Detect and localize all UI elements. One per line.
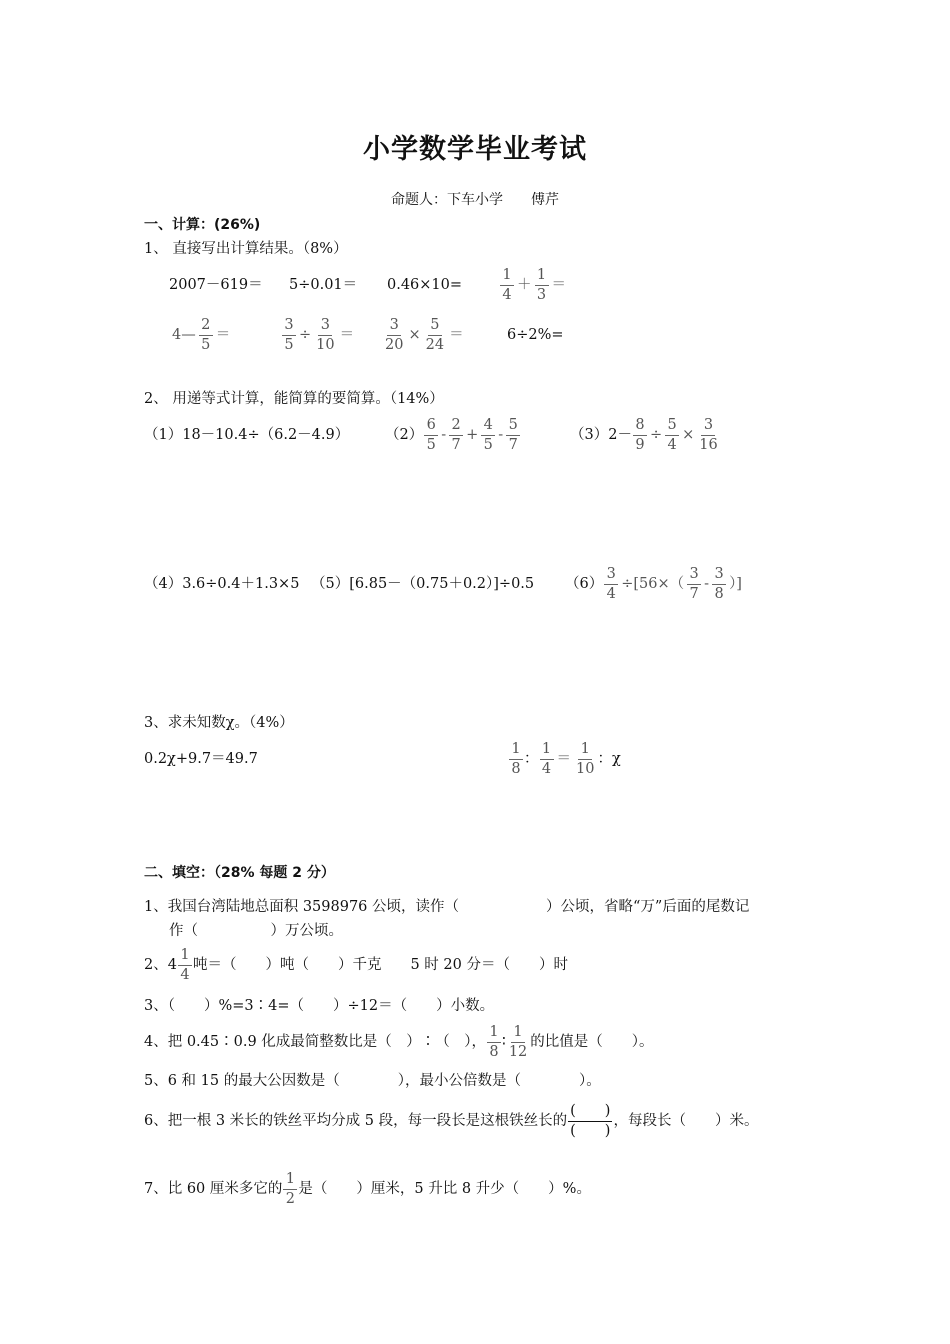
q1-item-e: 4— $\frac{2}{5}$ ＝ — [172, 317, 231, 353]
q3-equation-b: $\frac{1}{8}$ ： $\frac{1}{4}$ ＝ $\frac{1}{10}$ ：χ — [508, 742, 621, 776]
q2-part-4: （4）3.6÷0.4＋1.3×5 — [144, 576, 300, 592]
q1-item-f: $\frac{3}{5}$ ÷ $\frac{3}{10}$ ＝ — [281, 318, 356, 352]
q2-part-1: （1）18－10.4÷（6.2－4.9） — [144, 427, 350, 443]
q2-part-5: （5）[6.85－（0.75＋0.2）]÷0.5 — [311, 576, 535, 592]
q1-item-c: 0.46×10= — [387, 277, 463, 293]
q1-item-a: 2007－619＝ — [169, 277, 263, 293]
q1-item-b: 5÷0.01＝ — [289, 277, 358, 293]
q1-item-h: 6÷2%= — [507, 327, 564, 343]
fill-q3: 3、（ ）%=3∶4=（ ）÷12＝（ ）小数。 — [144, 998, 495, 1014]
q1-item-d: $\frac{1}{4}$ ＋ $\frac{1}{3}$ ＝ — [499, 268, 568, 302]
fill-q6: 6、把一根 3 米长的铁丝平均分成 5 段，每一段长是这根铁丝长的 $\frac{( )}{( )}$ ，每段长（ ）米。 — [144, 1103, 759, 1139]
q2-part-3: （3）2－ $\frac{8}{9}$ ÷ $\frac{5}{4}$ × $\frac{3}{16}$ — [570, 417, 718, 453]
fill-q4: 4、把 0.45∶0.9 化成最简整数比是（ ）∶（ ）， $\frac{1}{8}$ ∶ $\frac{1}{12}$ 的比值是（ ）。 — [144, 1024, 654, 1060]
section-1-heading: 一、计算：(26%) — [144, 217, 261, 233]
q3-equation-a: 0.2χ+9.7＝49.7 — [144, 751, 258, 767]
section-2-heading: 二、填空：（28% 每题 2 分） — [144, 865, 335, 881]
fill-q5: 5、6 和 15 的最大公因数是（ ），最小公倍数是（ ）。 — [144, 1073, 601, 1089]
fill-q1-line1: 1、我国台湾陆地总面积 3598976 公顷，读作（ ）公顷，省略“万”后面的尾数记 — [144, 899, 750, 915]
q1-item-g: $\frac{3}{20}$ × $\frac{5}{24}$ ＝ — [385, 317, 464, 353]
fill-q1-line2: 作（ ）万公顷。 — [169, 923, 343, 939]
fill-q7: 7、比 60 厘米多它的 $\frac{1}{2}$ 是（ ）厘米，5 升比 8 升少（ ）%。 — [144, 1171, 591, 1207]
q2-part-6: （6） $\frac{3}{4}$ ÷[56×（ $\frac{3}{7}$ - $\frac{3}{8}$ ）] — [565, 566, 742, 602]
q2-title: 2、 用递等式计算，能简算的要简算。（14%） — [144, 391, 444, 407]
q2-part-2: （2） $\frac{6}{5}$ - $\frac{2}{7}$ + $\frac{4}{5}$ - $\frac{5}{7}$ — [385, 418, 521, 452]
q1-title: 1、 直接写出计算结果。（8%） — [144, 241, 348, 257]
fill-q2: 2、4 $\frac{1}{4}$ 吨＝（ ）吨（ ）千克 5 时 20 分＝（ ）时 — [144, 947, 568, 983]
page-title: 小学数学毕业考试 — [363, 134, 587, 165]
q3-title: 3、求未知数χ。（4%） — [144, 715, 294, 731]
author-line: 命题人：下车小学 傅芹 — [391, 192, 559, 208]
